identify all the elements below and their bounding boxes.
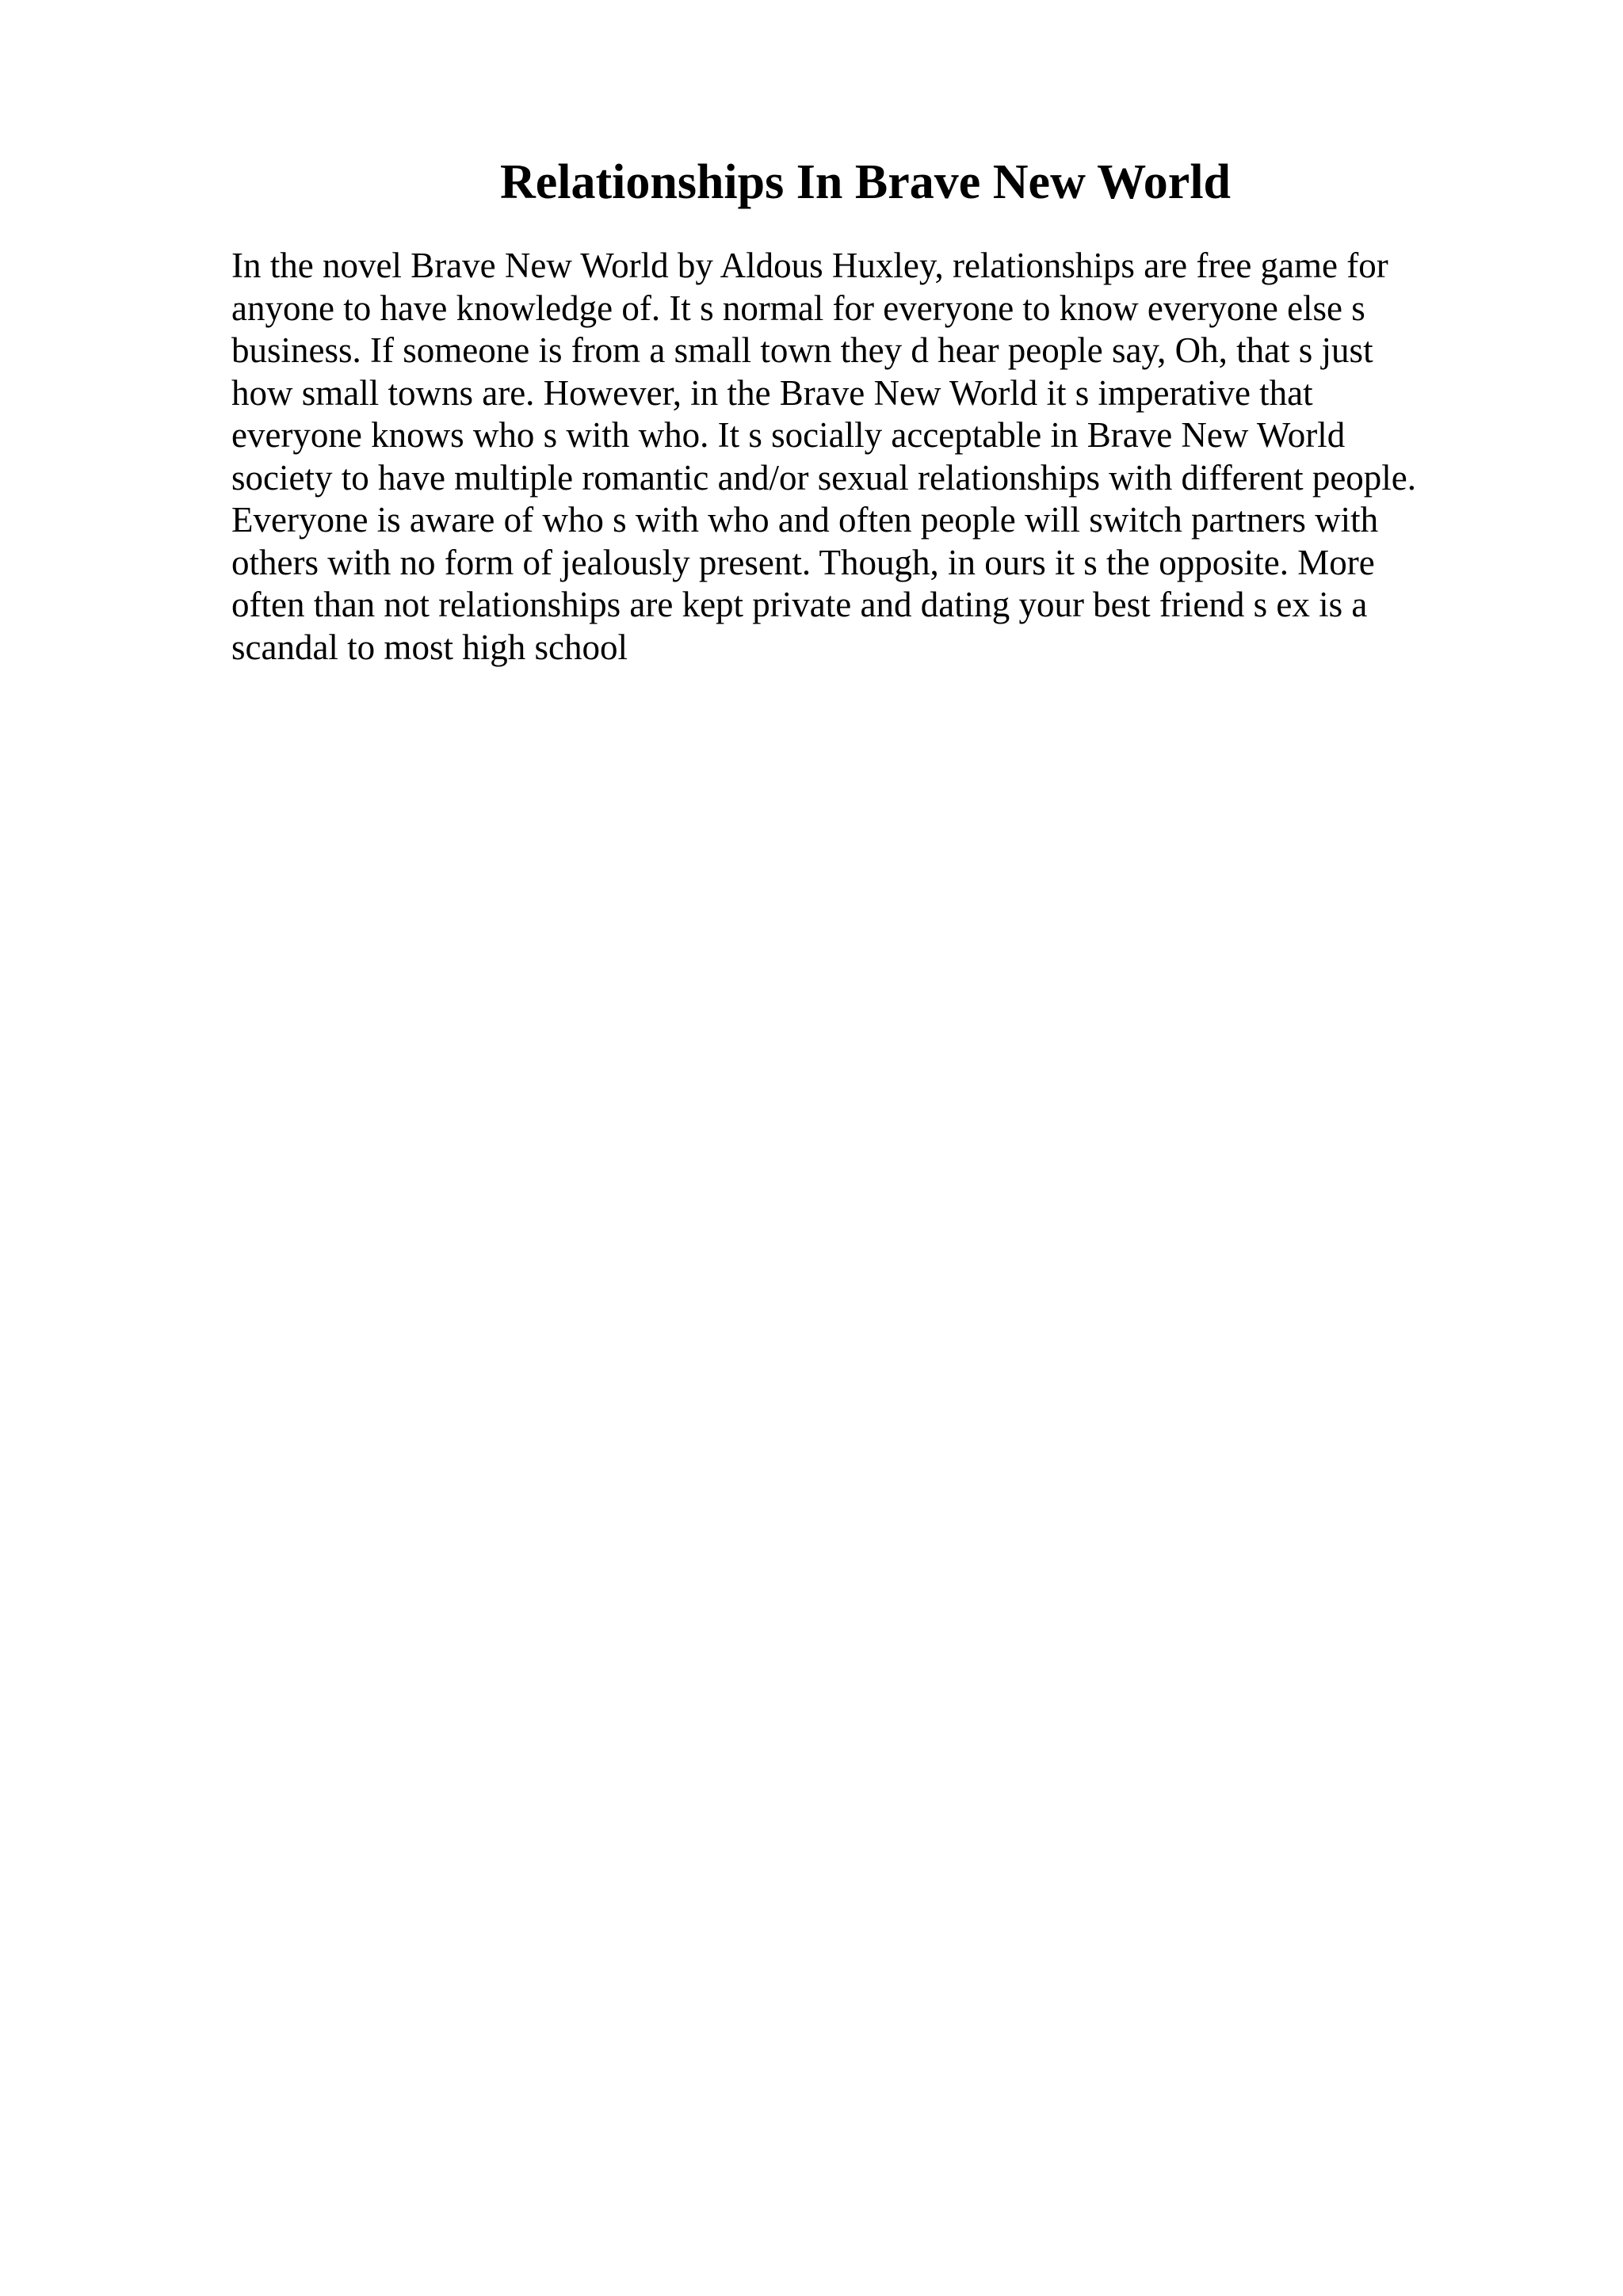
body-line: Everyone is aware of who s with who and often people will switch partners with [231, 500, 1379, 540]
body-line: In the novel Brave New World by Aldous Huxley, relationships are free game for [231, 246, 1388, 285]
body-line: often than not relationships are kept private and dating your best friend s ex is a [231, 585, 1368, 624]
body-line: society to have multiple romantic and/or sexual relationships with different people. [231, 457, 1417, 498]
body-line: everyone knows who s with who. It s socially acceptable in Brave New World [231, 415, 1346, 455]
body-line: how small towns are. However, in the Brave New World it s imperative that [231, 372, 1313, 413]
body-line: business. If someone is from a small town they d hear people say, Oh, that s just [231, 330, 1373, 370]
document-body [231, 245, 1499, 669]
body-line: scandal to most high school [231, 627, 628, 667]
body-line: anyone to have knowledge of. It s normal for everyone to know everyone else s [231, 288, 1365, 328]
body-line: others with no form of jealously present. Though, in ours it s the opposite. More [231, 542, 1375, 582]
document-title: Relationships In Brave New World [499, 155, 1232, 209]
